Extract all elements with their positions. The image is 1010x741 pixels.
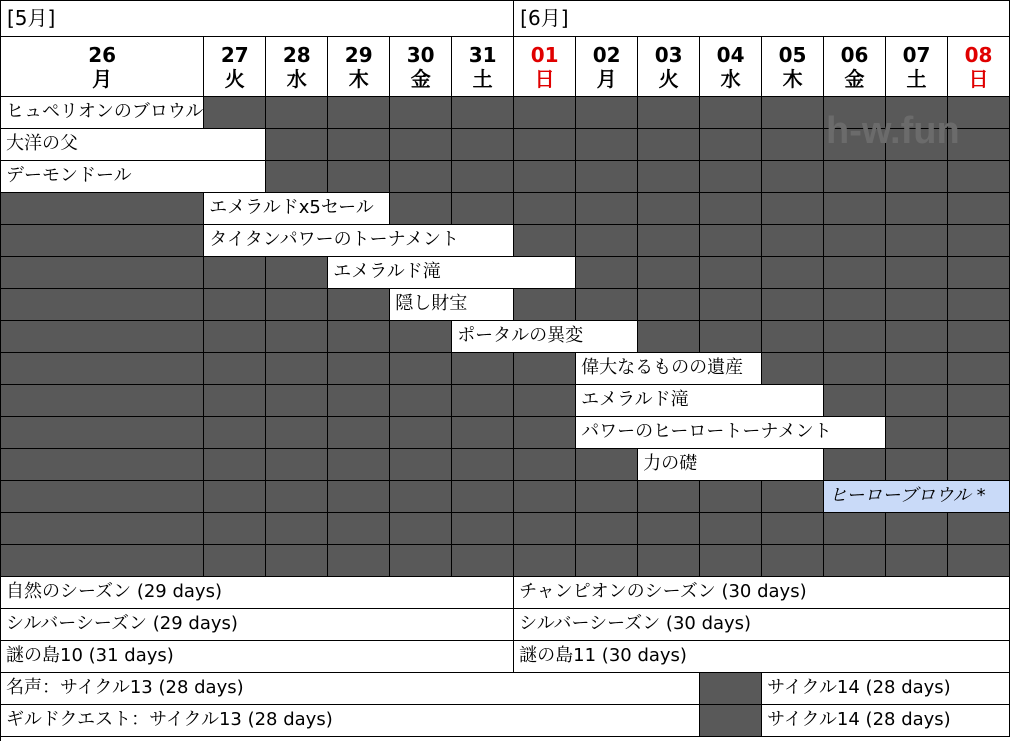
empty-day-cell: [328, 129, 390, 161]
empty-day-cell: [886, 321, 948, 353]
empty-day-cell: [700, 321, 762, 353]
day-number: 07: [902, 42, 931, 67]
empty-day-cell: [390, 481, 452, 513]
season-bar[interactable]: サイクル14 (28 days): [762, 673, 1010, 705]
empty-day-cell: [266, 513, 328, 545]
empty-day-cell: [824, 449, 886, 481]
day-number: 31: [468, 42, 497, 67]
event-bar[interactable]: ヒーローブロウル *: [824, 481, 1010, 513]
day-number: 27: [220, 42, 249, 67]
day-of-week: 金: [410, 66, 431, 91]
empty-day-cell: [266, 481, 328, 513]
empty-day-cell: [1, 193, 204, 225]
empty-day-cell: [514, 161, 576, 193]
empty-day-cell: [328, 321, 390, 353]
empty-day-cell: [948, 161, 1010, 193]
empty-day-cell: [390, 449, 452, 481]
day-number: 28: [282, 42, 311, 67]
empty-day-cell: [948, 353, 1010, 385]
empty-day-cell: [328, 513, 390, 545]
empty-day-cell: [576, 161, 638, 193]
empty-day-cell: [638, 257, 700, 289]
empty-day-cell: [824, 289, 886, 321]
empty-day-cell: [762, 545, 824, 577]
empty-day-cell: [266, 289, 328, 321]
empty-day-cell: [948, 97, 1010, 129]
empty-day-cell: [1, 449, 204, 481]
empty-day-cell: [514, 353, 576, 385]
empty-day-cell: [514, 193, 576, 225]
season-bar[interactable]: サイクル14 (28 days): [762, 705, 1010, 737]
day-of-week: 木: [782, 66, 803, 91]
empty-day-cell: [266, 353, 328, 385]
empty-day-cell: [948, 289, 1010, 321]
empty-day-cell: [824, 385, 886, 417]
empty-day-cell: [948, 417, 1010, 449]
empty-day-cell: [762, 481, 824, 513]
empty-day-cell: [452, 417, 514, 449]
empty-day-cell: [886, 289, 948, 321]
event-bar[interactable]: 力の礎: [638, 449, 824, 481]
day-number: 08: [964, 42, 993, 67]
empty-day-cell: [576, 513, 638, 545]
empty-day-cell: [948, 193, 1010, 225]
day-header: [700, 37, 762, 97]
empty-day-cell: [886, 161, 948, 193]
empty-day-cell: [390, 545, 452, 577]
empty-day-cell: [576, 97, 638, 129]
empty-day-cell: [886, 257, 948, 289]
empty-day-cell: [390, 321, 452, 353]
empty-day-cell: [638, 513, 700, 545]
empty-day-cell: [266, 97, 328, 129]
empty-day-cell: [824, 545, 886, 577]
empty-day-cell: [1, 225, 204, 257]
empty-day-cell: [824, 321, 886, 353]
event-bar[interactable]: 偉大なるものの遺産: [576, 353, 762, 385]
season-bar[interactable]: ギルドクエスト：サイクル13 (28 days): [1, 705, 700, 737]
empty-day-cell: [886, 353, 948, 385]
day-of-week: 土: [906, 66, 927, 91]
empty-day-cell: [1, 385, 204, 417]
empty-day-cell: [204, 353, 266, 385]
day-number: 06: [840, 42, 869, 67]
day-of-week: 水: [720, 66, 741, 91]
day-number: 01: [530, 42, 559, 67]
day-of-week: 日: [534, 66, 555, 91]
empty-day-cell: [576, 289, 638, 321]
empty-day-cell: [452, 481, 514, 513]
empty-day-cell: [824, 353, 886, 385]
month-label: [6月]: [514, 1, 1010, 37]
day-number: 26: [88, 42, 117, 67]
empty-day-cell: [1, 289, 204, 321]
empty-day-cell: [948, 321, 1010, 353]
empty-day-cell: [204, 513, 266, 545]
empty-day-cell: [328, 353, 390, 385]
empty-day-cell: [824, 513, 886, 545]
empty-day-cell: [266, 545, 328, 577]
season-bar[interactable]: 謎の島10 (31 days): [1, 641, 514, 673]
watermark: h-w.fun: [826, 110, 960, 152]
day-number: 03: [654, 42, 683, 67]
empty-day-cell: [204, 417, 266, 449]
event-bar[interactable]: ヒュペリオンのブロウル: [1, 97, 204, 129]
empty-day-cell: [886, 449, 948, 481]
event-bar[interactable]: 大洋の父: [1, 129, 266, 161]
empty-day-cell: [514, 129, 576, 161]
empty-day-cell: [576, 225, 638, 257]
empty-day-cell: [266, 385, 328, 417]
event-bar[interactable]: ポータルの異変: [452, 321, 638, 353]
season-bar[interactable]: シルバーシーズン (29 days): [1, 609, 514, 641]
empty-day-cell: [886, 193, 948, 225]
empty-day-cell: [700, 129, 762, 161]
day-of-week: 火: [658, 66, 679, 91]
empty-day-cell: [576, 481, 638, 513]
empty-day-cell: [452, 129, 514, 161]
day-header: [514, 37, 576, 97]
empty-day-cell: [824, 161, 886, 193]
empty-day-cell: [886, 417, 948, 449]
empty-day-cell: [390, 417, 452, 449]
day-of-week: 金: [844, 66, 865, 91]
empty-day-cell: [204, 481, 266, 513]
empty-day-cell: [1, 353, 204, 385]
day-number: 05: [778, 42, 807, 67]
empty-day-cell: [514, 513, 576, 545]
empty-day-cell: [700, 161, 762, 193]
empty-day-cell: [700, 545, 762, 577]
day-header: [886, 37, 948, 97]
empty-day-cell: [328, 385, 390, 417]
day-header: [204, 37, 266, 97]
empty-day-cell: [1, 545, 204, 577]
empty-day-cell: [948, 257, 1010, 289]
day-of-week: 木: [348, 66, 369, 91]
empty-day-cell: [700, 705, 762, 737]
empty-day-cell: [762, 225, 824, 257]
empty-day-cell: [204, 449, 266, 481]
day-header: [824, 37, 886, 97]
day-of-week: 土: [472, 66, 493, 91]
empty-day-cell: [638, 225, 700, 257]
empty-day-cell: [328, 417, 390, 449]
empty-day-cell: [700, 97, 762, 129]
empty-day-cell: [700, 225, 762, 257]
empty-day-cell: [576, 449, 638, 481]
empty-day-cell: [886, 545, 948, 577]
empty-day-cell: [266, 321, 328, 353]
empty-day-cell: [700, 481, 762, 513]
empty-day-cell: [390, 353, 452, 385]
empty-day-cell: [328, 161, 390, 193]
day-header: [266, 37, 328, 97]
empty-day-cell: [762, 289, 824, 321]
day-header: [638, 37, 700, 97]
event-bar[interactable]: 隠し財宝: [390, 289, 514, 321]
empty-day-cell: [204, 385, 266, 417]
empty-day-cell: [700, 193, 762, 225]
event-bar[interactable]: エメラルド滝: [328, 257, 576, 289]
empty-day-cell: [204, 545, 266, 577]
empty-day-cell: [886, 225, 948, 257]
empty-day-cell: [514, 481, 576, 513]
empty-day-cell: [1, 417, 204, 449]
event-bar[interactable]: エメラルドx5セール: [204, 193, 390, 225]
empty-day-cell: [638, 193, 700, 225]
empty-day-cell: [452, 513, 514, 545]
event-bar[interactable]: エメラルド滝: [576, 385, 824, 417]
empty-day-cell: [204, 289, 266, 321]
day-of-week: 日: [968, 66, 989, 91]
empty-day-cell: [762, 513, 824, 545]
empty-day-cell: [948, 545, 1010, 577]
empty-day-cell: [266, 257, 328, 289]
empty-day-cell: [452, 385, 514, 417]
empty-day-cell: [886, 385, 948, 417]
empty-day-cell: [1, 321, 204, 353]
empty-day-cell: [576, 129, 638, 161]
empty-day-cell: [824, 225, 886, 257]
empty-day-cell: [514, 225, 576, 257]
event-bar[interactable]: デーモンドール: [1, 161, 266, 193]
empty-day-cell: [824, 129, 886, 161]
season-bar[interactable]: 謎の島11 (30 days): [514, 641, 1010, 673]
empty-day-cell: [1, 481, 204, 513]
empty-day-cell: [390, 385, 452, 417]
empty-day-cell: [514, 449, 576, 481]
empty-day-cell: [266, 417, 328, 449]
empty-day-cell: [1, 513, 204, 545]
day-header: [452, 37, 514, 97]
empty-day-cell: [762, 257, 824, 289]
empty-day-cell: [390, 513, 452, 545]
empty-day-cell: [390, 129, 452, 161]
empty-day-cell: [576, 193, 638, 225]
empty-day-cell: [576, 257, 638, 289]
empty-day-cell: [266, 161, 328, 193]
empty-day-cell: [452, 193, 514, 225]
empty-day-cell: [514, 97, 576, 129]
event-bar[interactable]: パワーのヒーロートーナメント: [576, 417, 886, 449]
empty-day-cell: [824, 193, 886, 225]
empty-day-cell: [886, 513, 948, 545]
season-bar[interactable]: 名声：サイクル13 (28 days): [1, 673, 700, 705]
empty-day-cell: [266, 449, 328, 481]
empty-day-cell: [514, 289, 576, 321]
empty-day-cell: [638, 161, 700, 193]
empty-day-cell: [638, 97, 700, 129]
empty-day-cell: [762, 193, 824, 225]
empty-day-cell: [948, 129, 1010, 161]
empty-day-cell: [328, 481, 390, 513]
day-header: [948, 37, 1010, 97]
day-of-week: 月: [596, 66, 617, 91]
day-number: 02: [592, 42, 621, 67]
empty-day-cell: [886, 129, 948, 161]
empty-day-cell: [204, 257, 266, 289]
empty-day-cell: [762, 97, 824, 129]
season-bar[interactable]: 自然のシーズン (29 days): [1, 577, 514, 609]
day-header: [390, 37, 452, 97]
empty-day-cell: [328, 289, 390, 321]
day-number: 30: [406, 42, 435, 67]
empty-day-cell: [638, 129, 700, 161]
empty-day-cell: [762, 321, 824, 353]
empty-day-cell: [700, 289, 762, 321]
empty-day-cell: [948, 513, 1010, 545]
empty-day-cell: [638, 289, 700, 321]
empty-day-cell: [514, 545, 576, 577]
month-label: [5月]: [1, 1, 514, 37]
day-header: [762, 37, 824, 97]
empty-day-cell: [204, 321, 266, 353]
empty-day-cell: [390, 161, 452, 193]
day-number: 04: [716, 42, 745, 67]
empty-day-cell: [700, 257, 762, 289]
day-header: [1, 37, 204, 97]
empty-day-cell: [266, 129, 328, 161]
empty-day-cell: [576, 545, 638, 577]
empty-day-cell: [638, 481, 700, 513]
day-of-week: 火: [224, 66, 245, 91]
empty-day-cell: [514, 417, 576, 449]
empty-day-cell: [452, 545, 514, 577]
empty-day-cell: [886, 97, 948, 129]
empty-day-cell: [452, 353, 514, 385]
empty-day-cell: [390, 97, 452, 129]
day-of-week: 月: [92, 66, 113, 91]
empty-day-cell: [452, 97, 514, 129]
empty-day-cell: [948, 225, 1010, 257]
empty-day-cell: [1, 257, 204, 289]
empty-day-cell: [452, 161, 514, 193]
empty-day-cell: [762, 353, 824, 385]
empty-day-cell: [762, 161, 824, 193]
empty-day-cell: [824, 257, 886, 289]
day-header: [576, 37, 638, 97]
day-number: 29: [344, 42, 373, 67]
season-bar[interactable]: シルバーシーズン (30 days): [514, 609, 1010, 641]
empty-day-cell: [328, 97, 390, 129]
season-bar[interactable]: チャンピオンのシーズン (30 days): [514, 577, 1010, 609]
empty-day-cell: [452, 449, 514, 481]
empty-day-cell: [948, 449, 1010, 481]
empty-day-cell: [948, 385, 1010, 417]
empty-day-cell: [700, 673, 762, 705]
event-bar[interactable]: タイタンパワーのトーナメント: [204, 225, 514, 257]
empty-day-cell: [824, 97, 886, 129]
empty-day-cell: [328, 545, 390, 577]
day-of-week: 水: [286, 66, 307, 91]
empty-day-cell: [638, 545, 700, 577]
day-header: [328, 37, 390, 97]
empty-day-cell: [762, 129, 824, 161]
empty-day-cell: [514, 385, 576, 417]
empty-day-cell: [638, 321, 700, 353]
empty-day-cell: [328, 449, 390, 481]
empty-day-cell: [700, 513, 762, 545]
empty-day-cell: [204, 97, 266, 129]
empty-day-cell: [390, 193, 452, 225]
